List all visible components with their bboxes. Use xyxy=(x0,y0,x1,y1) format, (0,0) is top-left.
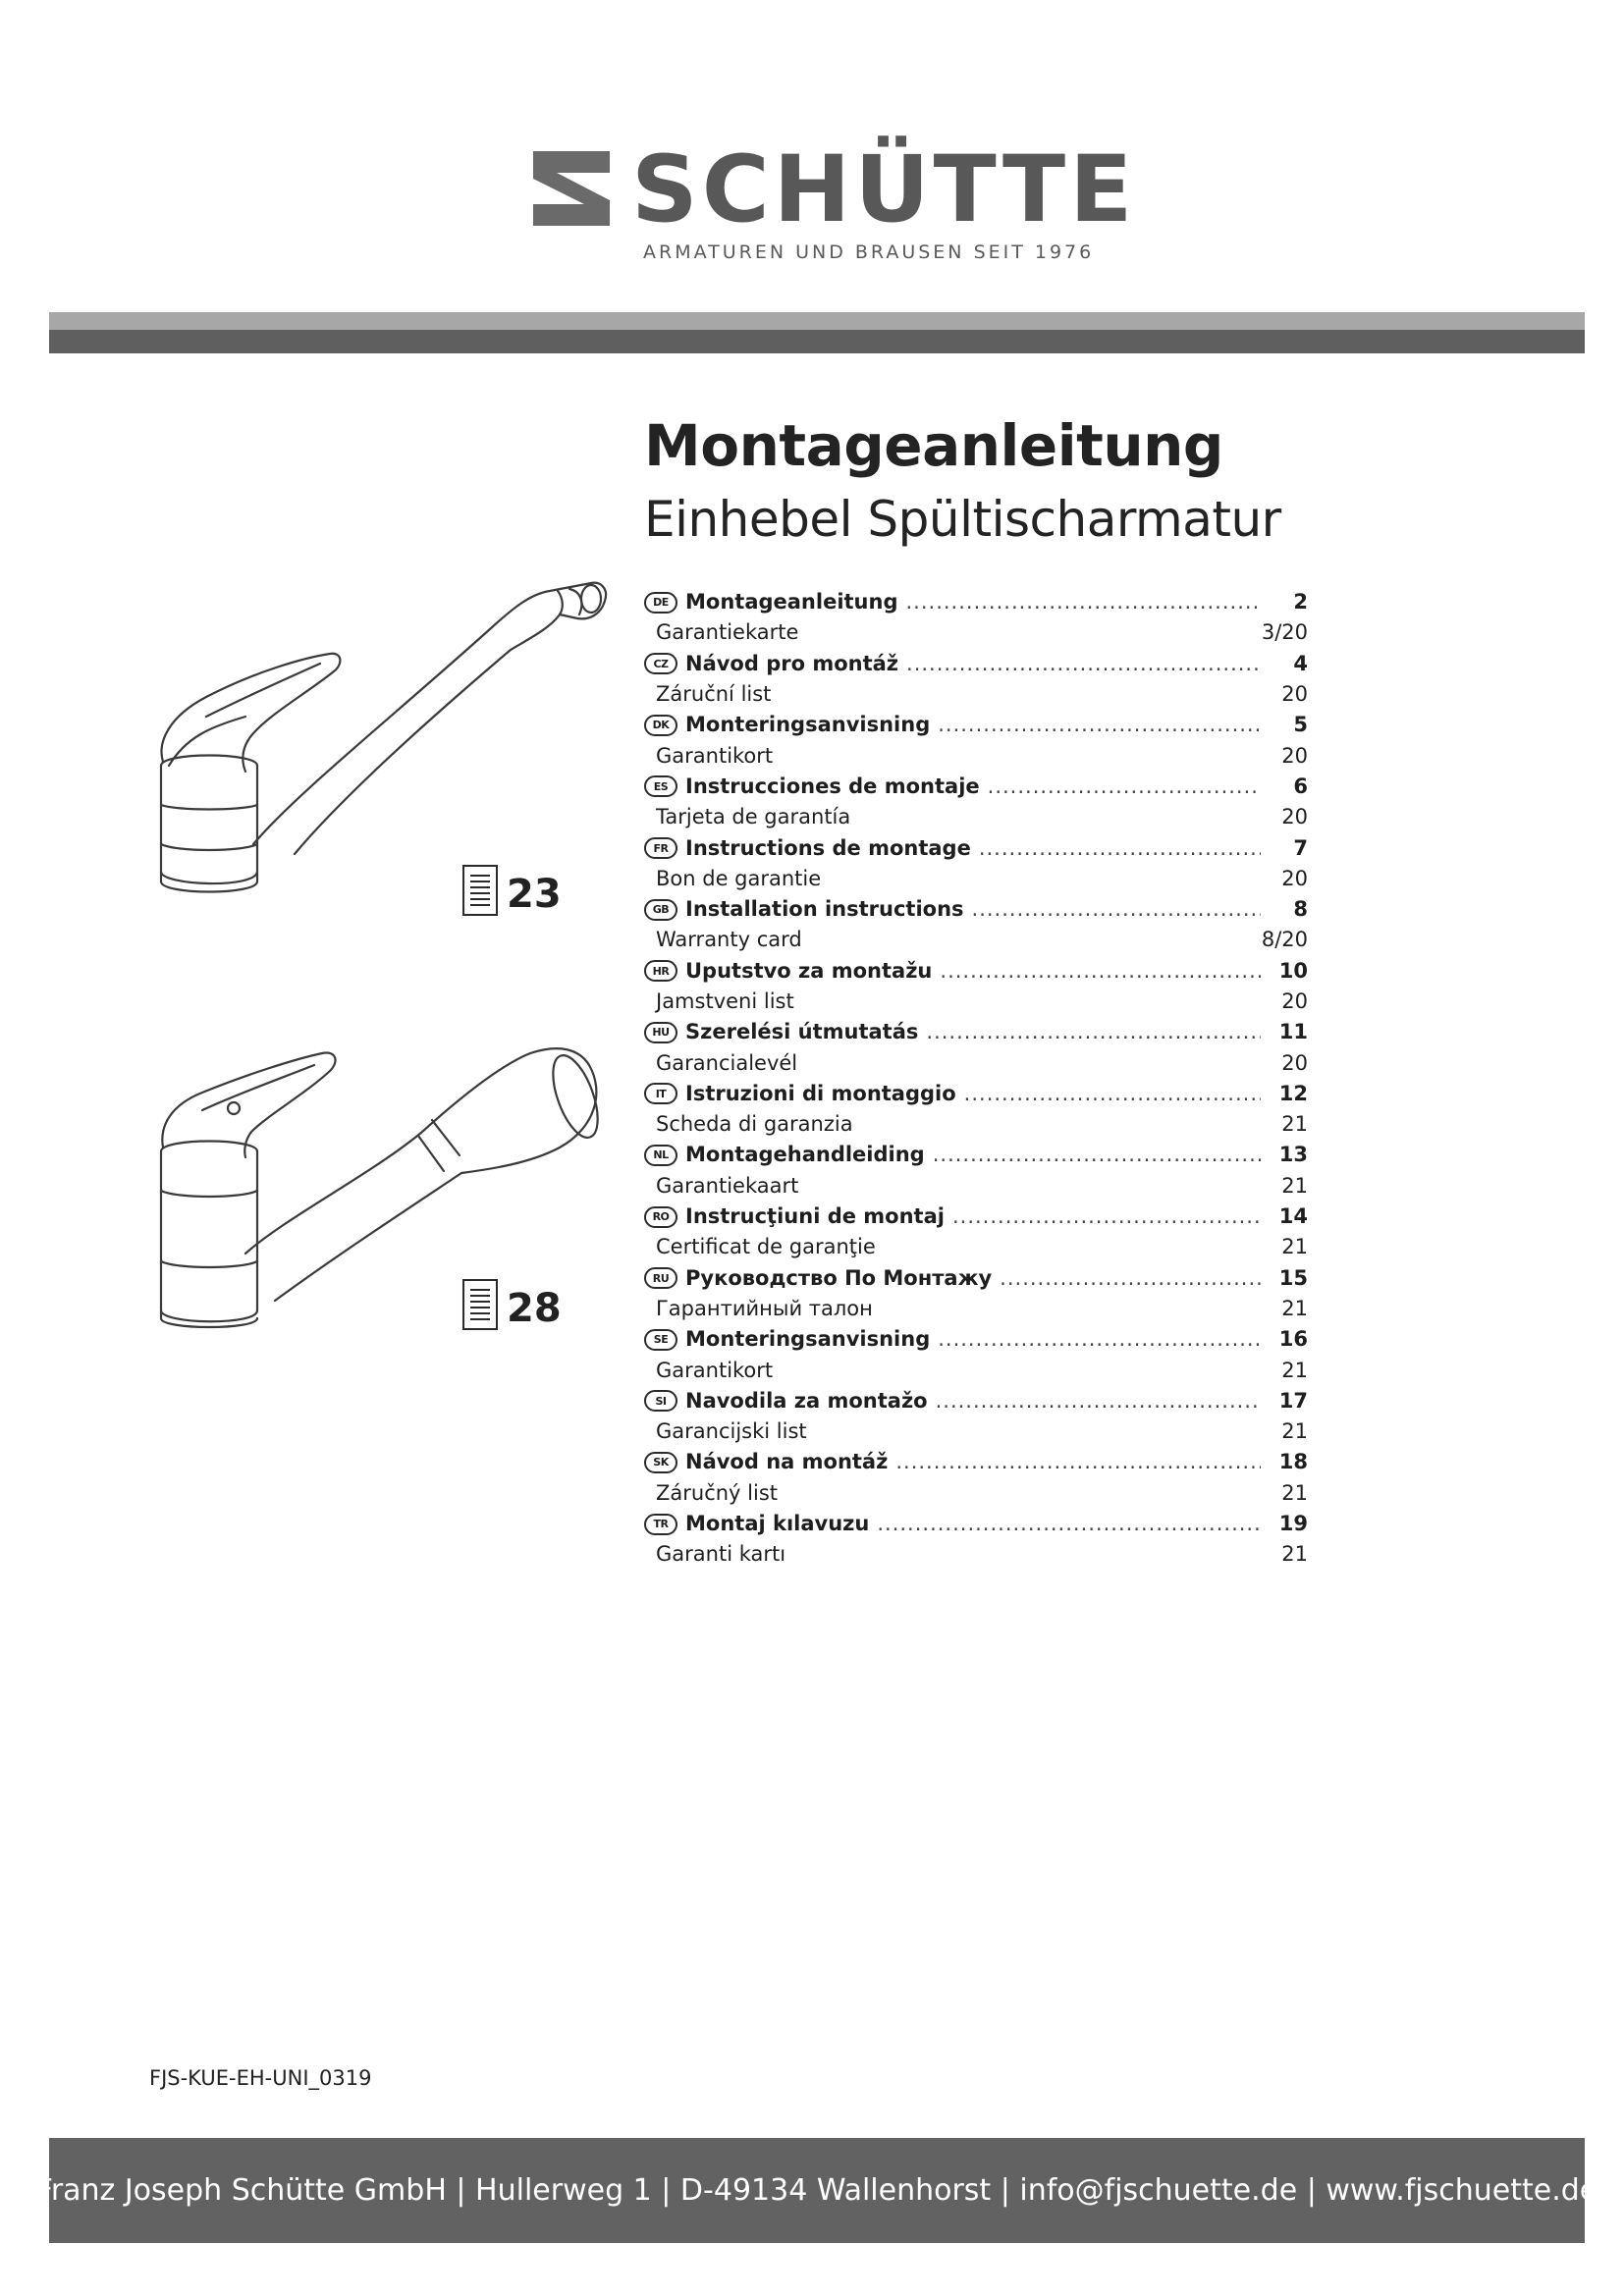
language-badge-icon: CZ xyxy=(644,653,677,674)
toc-warranty-title: Garancialevél xyxy=(656,1050,798,1075)
toc-entry-title: Montaj kılavuzu xyxy=(685,1512,870,1536)
language-badge-icon: IT xyxy=(644,1083,677,1104)
toc-entry-title: Uputstvo za montažu xyxy=(685,958,933,983)
toc-entry xyxy=(644,772,1308,802)
toc-entry-page: 8 xyxy=(1293,897,1308,922)
toc-warranty-title: Garantikort xyxy=(656,1358,774,1382)
language-badge-icon: SI xyxy=(644,1390,677,1412)
toc-entry-title: Navodila za montažo xyxy=(685,1388,928,1413)
toc-warranty-page: 21 xyxy=(1281,1419,1308,1444)
toc-leader-dots xyxy=(952,1201,1261,1232)
illustration-ref-number: 23 xyxy=(507,872,562,917)
toc-entry xyxy=(644,1017,1308,1047)
language-badge-icon: RU xyxy=(644,1267,677,1289)
toc-entry-page: 7 xyxy=(1293,835,1308,860)
toc-entry-page: 13 xyxy=(1278,1143,1308,1167)
toc-warranty-title: Jamstveni list xyxy=(656,989,794,1013)
toc-warranty-page: 20 xyxy=(1281,989,1308,1013)
toc-entry-title: Installation instructions xyxy=(685,897,964,922)
toc-warranty-page: 20 xyxy=(1281,682,1308,707)
toc-warranty-entry xyxy=(644,679,1308,710)
toc-entry-page: 19 xyxy=(1278,1512,1308,1536)
toc-leader-dots xyxy=(972,894,1261,925)
toc-warranty-entry xyxy=(644,740,1308,771)
toc-warranty-page: 21 xyxy=(1281,1358,1308,1382)
toc-leader-dots xyxy=(906,587,1262,617)
toc-entry xyxy=(644,1324,1308,1355)
toc-entry xyxy=(644,587,1308,617)
toc-warranty-entry xyxy=(644,987,1308,1017)
toc-warranty-title: Garanti kartı xyxy=(656,1542,786,1567)
toc-entry-page: 18 xyxy=(1278,1450,1308,1474)
toc-entry xyxy=(644,1263,1308,1294)
toc-entry-page: 16 xyxy=(1278,1327,1308,1352)
language-badge-icon: DK xyxy=(644,715,677,736)
illustration-ref-number: 28 xyxy=(507,1286,562,1331)
toc-entry xyxy=(644,894,1308,925)
toc-warranty-page: 3/20 xyxy=(1261,620,1308,645)
language-badge-icon: RO xyxy=(644,1206,677,1228)
toc-warranty-page: 20 xyxy=(1281,866,1308,890)
toc-entry-title: Montagehandleiding xyxy=(685,1143,925,1167)
toc-entry-title: Instrucciones de montaje xyxy=(685,774,980,798)
language-badge-icon: GB xyxy=(644,899,677,921)
toc-warranty-entry xyxy=(644,617,1308,648)
brand-tagline: ARMATUREN UND BRAUSEN SEIT 1976 xyxy=(643,241,1095,263)
footer-contact-text: Franz Joseph Schütte GmbH | Hullerweg 1 | D-49134 Wallenhorst | info@fjschuette.de | www.fjschuette.de xyxy=(35,2173,1598,2208)
toc-warranty-page: 8/20 xyxy=(1261,928,1308,952)
toc-leader-dots xyxy=(964,1079,1261,1109)
footer-contact-bar xyxy=(35,2138,1598,2243)
toc-entry xyxy=(644,649,1308,679)
toc-entry-page: 17 xyxy=(1278,1388,1308,1413)
toc-warranty-title: Garantiekaart xyxy=(656,1173,799,1198)
toc-warranty-entry xyxy=(644,1355,1308,1385)
toc-entry xyxy=(644,1079,1308,1109)
toc-warranty-title: Záručný list xyxy=(656,1480,779,1505)
toc-leader-dots xyxy=(1000,1263,1261,1294)
toc-entry-title: Szerelési útmutatás xyxy=(685,1020,919,1044)
toc-warranty-page: 21 xyxy=(1281,1235,1308,1259)
toc-warranty-page: 21 xyxy=(1281,1173,1308,1198)
toc-warranty-entry xyxy=(644,802,1308,832)
toc-entry-title: Istruzioni di montaggio xyxy=(685,1081,956,1105)
toc-entry-page: 5 xyxy=(1293,713,1308,737)
toc-leader-dots xyxy=(936,1386,1261,1416)
toc-warranty-entry xyxy=(644,1416,1308,1447)
language-badge-icon: SK xyxy=(644,1452,677,1473)
language-badge-icon: HR xyxy=(644,960,677,982)
language-badge-icon: TR xyxy=(644,1514,677,1535)
toc-warranty-page: 21 xyxy=(1281,1480,1308,1505)
toc-warranty-entry xyxy=(644,1171,1308,1201)
toc-warranty-entry xyxy=(644,1047,1308,1078)
toc-warranty-entry xyxy=(644,1109,1308,1140)
toc-warranty-title: Garancijski list xyxy=(656,1419,807,1444)
toc-leader-dots xyxy=(938,710,1261,740)
document-subtitle: Einhebel Spültischarmatur xyxy=(644,491,1281,548)
toc-entry xyxy=(644,1201,1308,1232)
toc-entry-title: Monteringsanvisning xyxy=(685,713,931,737)
toc-entry-page: 15 xyxy=(1278,1265,1308,1290)
toc-entry-title: Monteringsanvisning xyxy=(685,1327,931,1352)
brand-logo xyxy=(533,136,1137,275)
toc-entry xyxy=(644,956,1308,987)
language-badge-icon: SE xyxy=(644,1329,677,1351)
toc-entry xyxy=(644,832,1308,863)
toc-warranty-title: Tarjeta de garantía xyxy=(656,805,851,829)
header-bar-dark xyxy=(49,330,1585,353)
language-badge-icon: ES xyxy=(644,775,677,797)
toc-warranty-entry xyxy=(644,1539,1308,1570)
toc-warranty-entry xyxy=(644,1294,1308,1324)
toc-warranty-page: 21 xyxy=(1281,1542,1308,1567)
toc-warranty-entry xyxy=(644,1478,1308,1509)
toc-warranty-title: Garantikort xyxy=(656,743,774,768)
language-badge-icon: NL xyxy=(644,1145,677,1166)
toc-entry-page: 6 xyxy=(1293,774,1308,798)
toc-leader-dots xyxy=(988,772,1261,802)
toc-warranty-entry xyxy=(644,1232,1308,1262)
toc-warranty-title: Warranty card xyxy=(656,928,802,952)
toc-warranty-title: Bon de garantie xyxy=(656,866,822,890)
document-reference-icon xyxy=(461,864,505,917)
toc-entry xyxy=(644,1447,1308,1477)
table-of-contents xyxy=(644,587,1308,1571)
toc-warranty-title: Garantiekarte xyxy=(656,620,799,645)
toc-leader-dots xyxy=(877,1509,1261,1539)
toc-leader-dots xyxy=(926,1017,1261,1047)
language-badge-icon: DE xyxy=(644,592,677,614)
toc-entry xyxy=(644,1140,1308,1170)
toc-warranty-title: Гарантийный талон xyxy=(656,1296,873,1320)
toc-entry xyxy=(644,710,1308,740)
toc-warranty-title: Certificat de garanţie xyxy=(656,1235,876,1259)
toc-leader-dots xyxy=(940,956,1261,987)
toc-warranty-entry xyxy=(644,925,1308,955)
toc-warranty-title: Záruční list xyxy=(656,682,772,707)
brand-logo-mark-icon xyxy=(533,151,610,226)
toc-leader-dots xyxy=(933,1140,1261,1170)
toc-entry-page: 12 xyxy=(1278,1081,1308,1105)
toc-entry-title: Руководство По Монтажу xyxy=(685,1265,993,1290)
toc-entry-title: Návod na montáž xyxy=(685,1450,889,1474)
toc-warranty-title: Scheda di garanzia xyxy=(656,1112,853,1137)
language-badge-icon: FR xyxy=(644,837,677,859)
toc-leader-dots xyxy=(906,649,1261,679)
toc-entry-page: 2 xyxy=(1293,590,1308,614)
language-badge-icon: HU xyxy=(644,1022,677,1043)
toc-entry xyxy=(644,1509,1308,1539)
toc-warranty-page: 21 xyxy=(1281,1296,1308,1320)
toc-warranty-page: 20 xyxy=(1281,1050,1308,1075)
document-title: Montageanleitung xyxy=(644,412,1223,479)
toc-warranty-entry xyxy=(644,864,1308,894)
toc-leader-dots xyxy=(938,1324,1261,1355)
toc-entry-title: Návod pro montáž xyxy=(685,651,899,675)
toc-entry-title: Instrucţiuni de montaj xyxy=(685,1204,945,1229)
document-code: FJS-KUE-EH-UNI_0319 xyxy=(149,2066,372,2090)
toc-entry-page: 4 xyxy=(1293,651,1308,675)
toc-entry-page: 11 xyxy=(1278,1020,1308,1044)
toc-entry-page: 14 xyxy=(1278,1204,1308,1229)
toc-entry xyxy=(644,1386,1308,1416)
document-reference-icon xyxy=(461,1278,505,1331)
faucet-fixed-spout-illustration xyxy=(147,569,619,908)
brand-name: SCHÜTTE xyxy=(631,136,1137,243)
toc-warranty-page: 21 xyxy=(1281,1112,1308,1137)
toc-warranty-page: 20 xyxy=(1281,743,1308,768)
toc-entry-page: 10 xyxy=(1278,958,1308,983)
toc-entry-title: Instructions de montage xyxy=(685,835,971,860)
toc-leader-dots xyxy=(895,1447,1261,1477)
toc-entry-title: Montageanleitung xyxy=(685,590,898,614)
toc-leader-dots xyxy=(979,833,1261,864)
toc-warranty-page: 20 xyxy=(1281,805,1308,829)
header-bar-light xyxy=(49,312,1585,330)
